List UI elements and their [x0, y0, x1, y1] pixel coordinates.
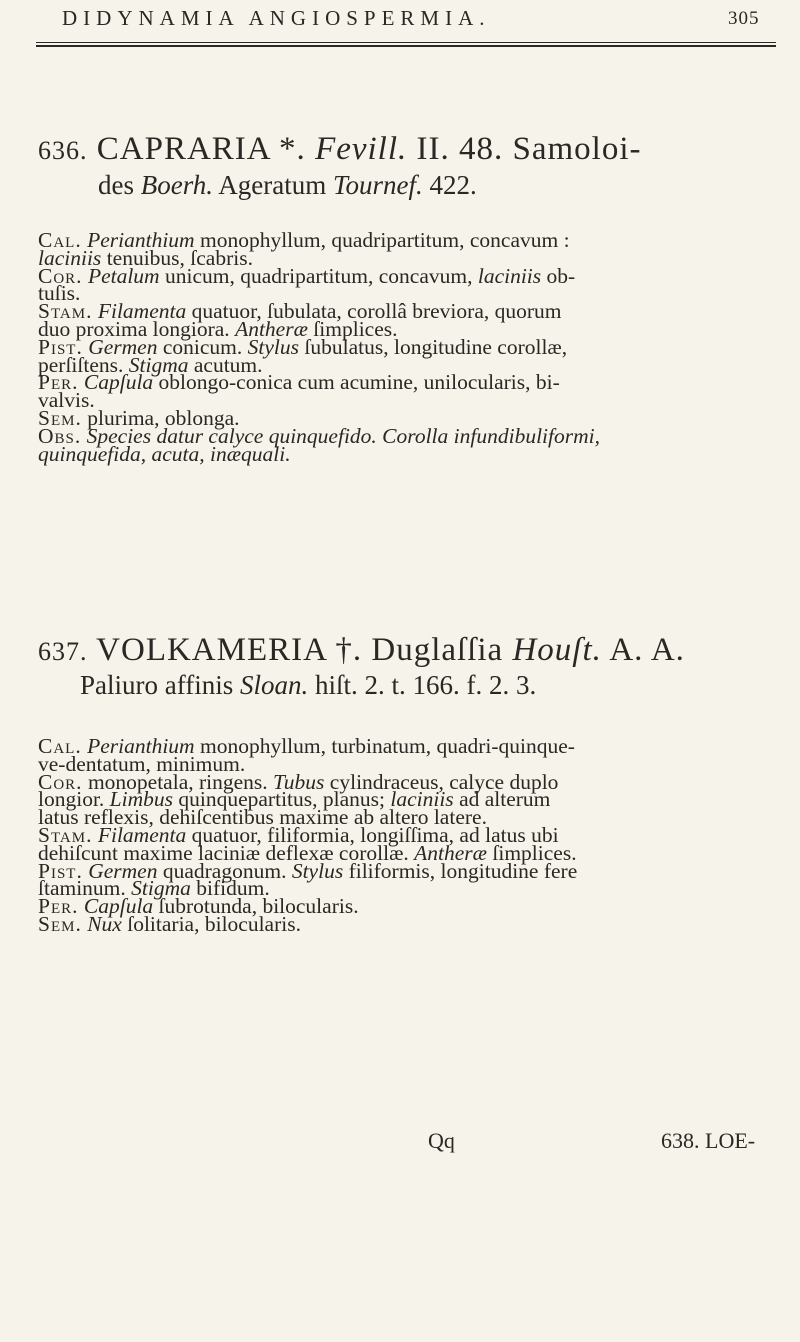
genus-number: 636.: [38, 136, 88, 165]
description-text: monophyllum, quadripartitum, concavum :: [194, 228, 570, 252]
synonym-text: des: [98, 170, 134, 200]
description-text: ſubulatus, longitudine corollæ,: [299, 334, 568, 359]
running-title: DIDYNAMIA ANGIOSPERMIA.: [62, 6, 491, 30]
synonym-text: 422.: [429, 170, 477, 200]
description-text: Tubus: [273, 769, 325, 794]
header-rule: [36, 42, 776, 47]
description-text: ſimplices.: [487, 840, 577, 865]
genus-name: VOLKAMERIA †.: [96, 632, 363, 668]
section-label: Sem.: [38, 405, 82, 430]
description-text: oblongo-conica cum acumine, unilocularis, bi-: [153, 370, 560, 395]
description-text: perſiſtens.: [38, 352, 129, 377]
section-label: Per.: [38, 370, 79, 395]
description-text: Stylus: [291, 858, 344, 883]
reference-detail: A. A.: [609, 632, 685, 668]
description-text: ſubrotunda, bilocularis.: [153, 894, 359, 919]
description-text: conicum.: [157, 334, 248, 359]
section-label: Pist.: [38, 334, 83, 359]
page-number: 305: [728, 8, 760, 29]
synonym-author: Boerh.: [140, 170, 213, 200]
genus-636-synonyms: [98, 172, 477, 199]
description-text: longior.: [38, 787, 110, 812]
description-line: [38, 370, 763, 395]
description-text: monophyllum, turbinatum, quadri-quinque-: [194, 734, 575, 758]
description-text: Germen: [88, 334, 158, 359]
genus-name: CAPRARIA *.: [96, 131, 306, 167]
description-text: ve-dentatum, minimum.: [38, 751, 246, 776]
genus-637-description: [38, 734, 763, 936]
synonym-author: Sloan.: [239, 670, 309, 700]
description-text: quadragonum.: [157, 858, 292, 883]
genus-637-heading: [38, 634, 685, 667]
description-text: Antheræ: [235, 316, 308, 341]
description-text: filiformis, longitudine fere: [343, 858, 578, 883]
genus-number: 637.: [38, 637, 88, 666]
description-text: Capſula: [83, 894, 154, 919]
description-text: plurima, oblonga.: [81, 405, 240, 430]
synonym-text: Paliuro affinis: [80, 670, 234, 700]
description-text: ſimplices.: [307, 316, 398, 341]
signature-mark: Qq: [428, 1128, 455, 1153]
description-text: Petalum: [87, 263, 160, 288]
description-text: Species datur calyce quinquefido. Corolla infundibuliformi,: [86, 423, 600, 448]
description-text: monopetala, ringens.: [82, 769, 274, 794]
description-text: Limbus: [109, 787, 173, 812]
section-label: Cal.: [38, 734, 82, 758]
description-line: [38, 263, 763, 288]
description-text: valvis.: [38, 388, 95, 413]
description-text: unicum, quadripartitum, concavum,: [159, 263, 478, 288]
description-text: Germen: [88, 858, 158, 883]
description-text: acutum.: [188, 352, 263, 377]
description-text: laciniis: [38, 245, 102, 270]
description-text: ſtaminum.: [38, 876, 132, 901]
catchword: 638. LOE-: [661, 1128, 756, 1153]
genus-636-heading: [38, 133, 642, 166]
description-text: ad alterum: [453, 787, 551, 812]
section-label: Sem.: [38, 911, 82, 936]
description-text: Stigma: [128, 352, 189, 377]
description-text: laciniis: [390, 787, 454, 812]
description-text: cylindraceus, calyce duplo: [324, 769, 559, 794]
description-text: Antheræ: [414, 840, 488, 865]
section-label: Obs.: [38, 423, 82, 448]
description-text: laciniis: [477, 263, 542, 288]
description-text: Perianthium: [87, 734, 195, 758]
section-label: Cal.: [38, 228, 82, 252]
description-text: quatuor, filiformia, longiſſima, ad latus ubi: [186, 822, 559, 847]
section-label: Cor.: [38, 263, 83, 288]
description-line: [38, 911, 763, 936]
synonym-author: Tournef.: [332, 170, 423, 200]
description-text: tenuibus, ſcabris.: [101, 245, 253, 270]
section-label: Stam.: [38, 822, 93, 847]
description-text: Filamenta: [97, 299, 187, 324]
section-label: Pist.: [38, 858, 83, 883]
description-text: ſolitaria, bilocularis.: [121, 911, 301, 936]
description-text: latus reflexis, dehiſcentibus maxime ab altero latere.: [38, 805, 487, 830]
description-text: quatuor, ſubulata, corollâ breviora, quorum: [186, 299, 562, 324]
description-text: ob-: [541, 263, 576, 288]
description-text: Stigma: [131, 876, 191, 901]
reference-synonym: Duglaſſia: [371, 632, 504, 668]
description-text: Capſula: [83, 370, 154, 395]
description-text: duo proxima longiora.: [38, 316, 236, 341]
synonym-text: hiſt. 2. t. 166. f. 2. 3.: [315, 670, 537, 700]
reference-detail: II. 48. Samoloi-: [416, 131, 642, 167]
genus-636-description: [38, 228, 763, 466]
description-text: Perianthium: [87, 228, 195, 252]
description-text: dehiſcunt maxime laciniæ deflexæ corollæ.: [38, 840, 415, 865]
description-text: Filamenta: [97, 822, 187, 847]
section-label: Per.: [38, 894, 79, 919]
description-line: [38, 441, 763, 466]
synonym-text: Ageratum: [218, 170, 327, 200]
section-label: Cor.: [38, 769, 83, 794]
description-text: quinquefida, acuta, inæquali.: [38, 441, 291, 466]
description-text: Nux: [87, 911, 122, 936]
description-text: Stylus: [247, 334, 300, 359]
genus-637-synonyms: [80, 672, 536, 699]
description-text: bifidum.: [190, 876, 270, 901]
description-text: tuſis.: [38, 281, 81, 306]
section-label: Stam.: [38, 299, 93, 324]
description-text: quinquepartitus, planus;: [173, 787, 391, 812]
reference-author: Houſt.: [512, 632, 602, 668]
reference-author: Fevill.: [315, 131, 408, 167]
